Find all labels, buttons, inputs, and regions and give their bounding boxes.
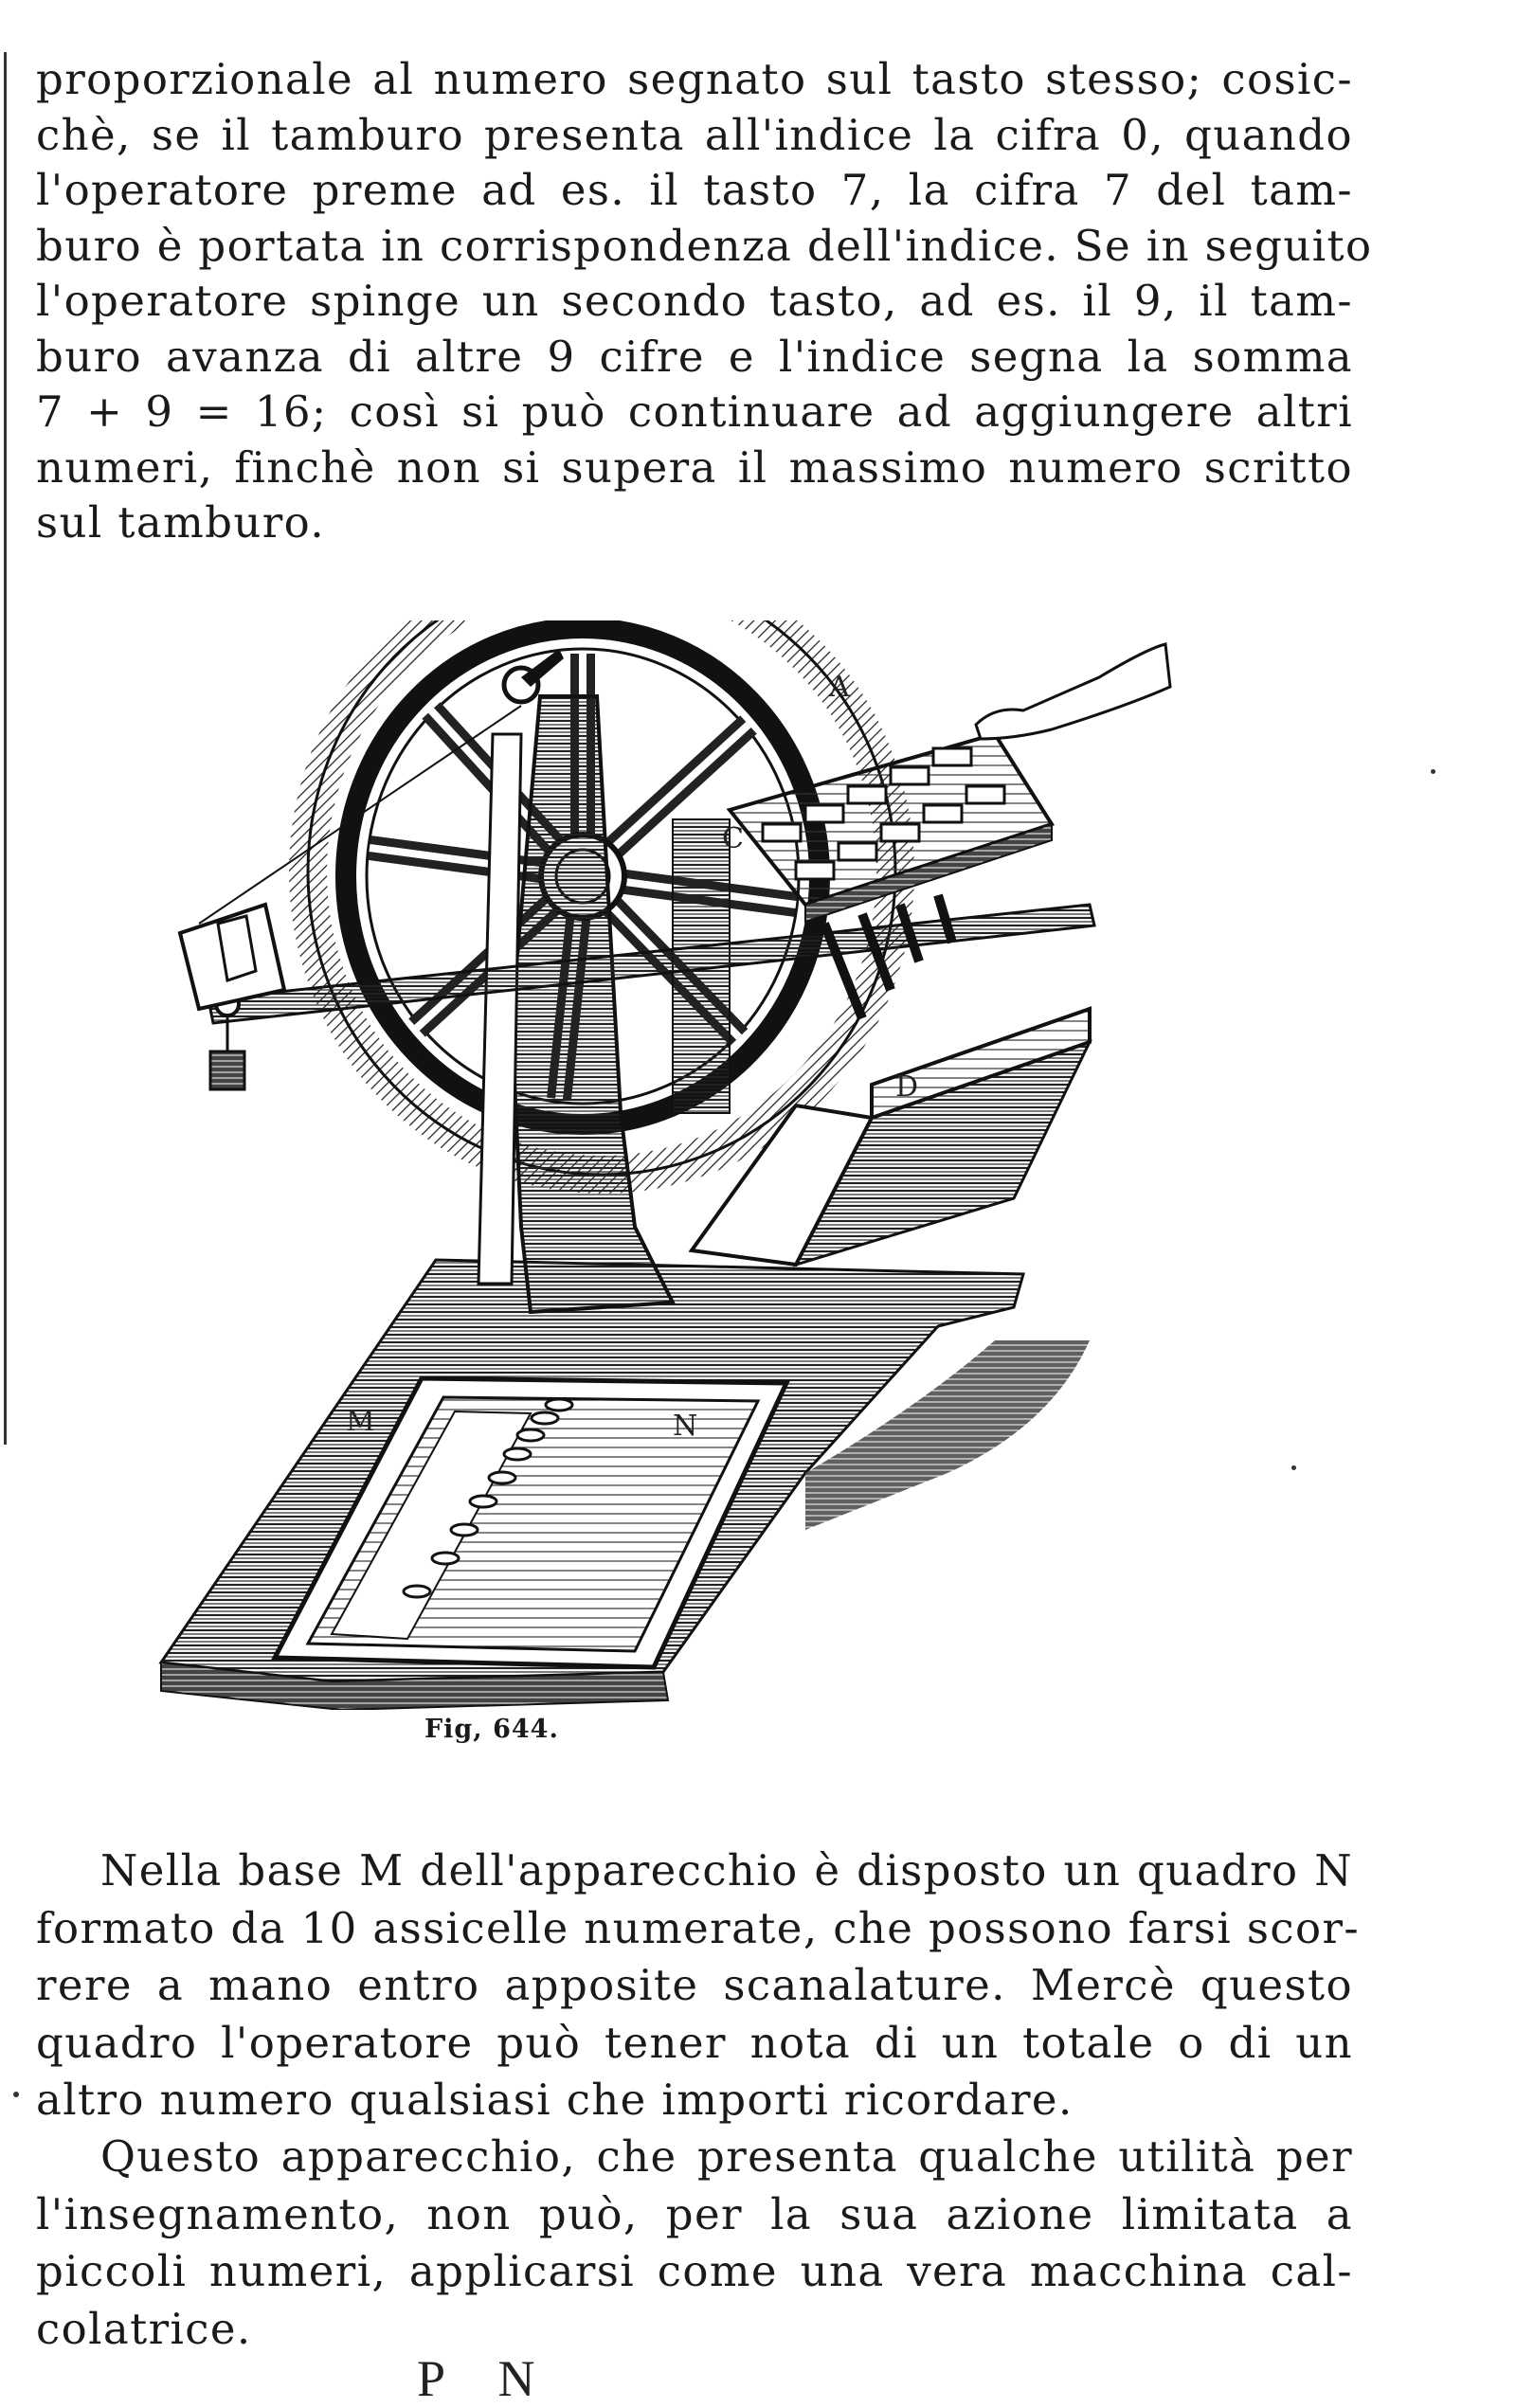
text-line: l'operatore preme ad es. il tasto 7, la cifra 7 del tam- <box>36 165 1353 215</box>
paragraph-base-frame <box>36 1842 1360 2129</box>
text-line: altro numero qualsiasi che importi ricordare. <box>36 2075 1074 2125</box>
margin-speck <box>1431 769 1435 774</box>
margin-speck <box>13 2092 19 2097</box>
left-margin-rule <box>4 52 7 1445</box>
text-line: rere a mano entro apposite scanalature. Mercè questo <box>36 1960 1353 2010</box>
label-d: D <box>895 1070 919 1104</box>
text-line: numeri, finchè non si supera il massimo numero scritto <box>36 441 1353 493</box>
paragraph-drum-addition <box>36 52 1373 551</box>
text-line: buro è portata in corrispondenza dell'indice. Se in seguito <box>36 220 1373 271</box>
margin-speck <box>1291 1465 1296 1470</box>
next-section-heading-fragment: P N <box>417 2350 556 2407</box>
label-c: C <box>722 822 744 855</box>
text-line: colatrice. <box>36 2303 252 2354</box>
text-line: chè, se il tamburo presenta all'indice la cifra 0, quando <box>36 109 1353 160</box>
label-a: A <box>829 671 850 704</box>
figure-calculating-apparatus <box>142 620 1279 1710</box>
paragraph-conclusion <box>36 2129 1353 2358</box>
text-line: buro avanza di altre 9 cifre e l'indice segna la somma <box>36 331 1353 382</box>
text-line: l'operatore spinge un secondo tasto, ad es. il 9, il tam- <box>36 276 1353 326</box>
figure-caption: Fig, 644. <box>424 1715 559 1744</box>
text-line: proporzionale al numero segnato sul tasto stesso; cosic- <box>36 54 1353 104</box>
text-line: Nella base M dell'apparecchio è disposto un quadro N <box>100 1845 1353 1896</box>
text-line: 7 + 9 = 16; così si può continuare ad aggiungere altri <box>36 386 1353 437</box>
text-line: quadro l'operatore può tener nota di un totale o di un <box>36 2017 1353 2068</box>
engraving-illustration <box>142 620 1279 1710</box>
text-line: sul tamburo. <box>36 497 326 548</box>
label-m: M <box>346 1405 375 1438</box>
label-n: N <box>673 1410 698 1443</box>
text-line: formato da 10 assicelle numerate, che possono farsi scor- <box>36 1902 1360 1953</box>
text-line: Questo apparecchio, che presenta qualche utilità per <box>100 2131 1353 2182</box>
text-line: l'insegnamento, non può, per la sua azione limitata a <box>36 2188 1353 2239</box>
text-line: piccoli numeri, applicarsi come una vera macchina cal- <box>36 2246 1353 2296</box>
